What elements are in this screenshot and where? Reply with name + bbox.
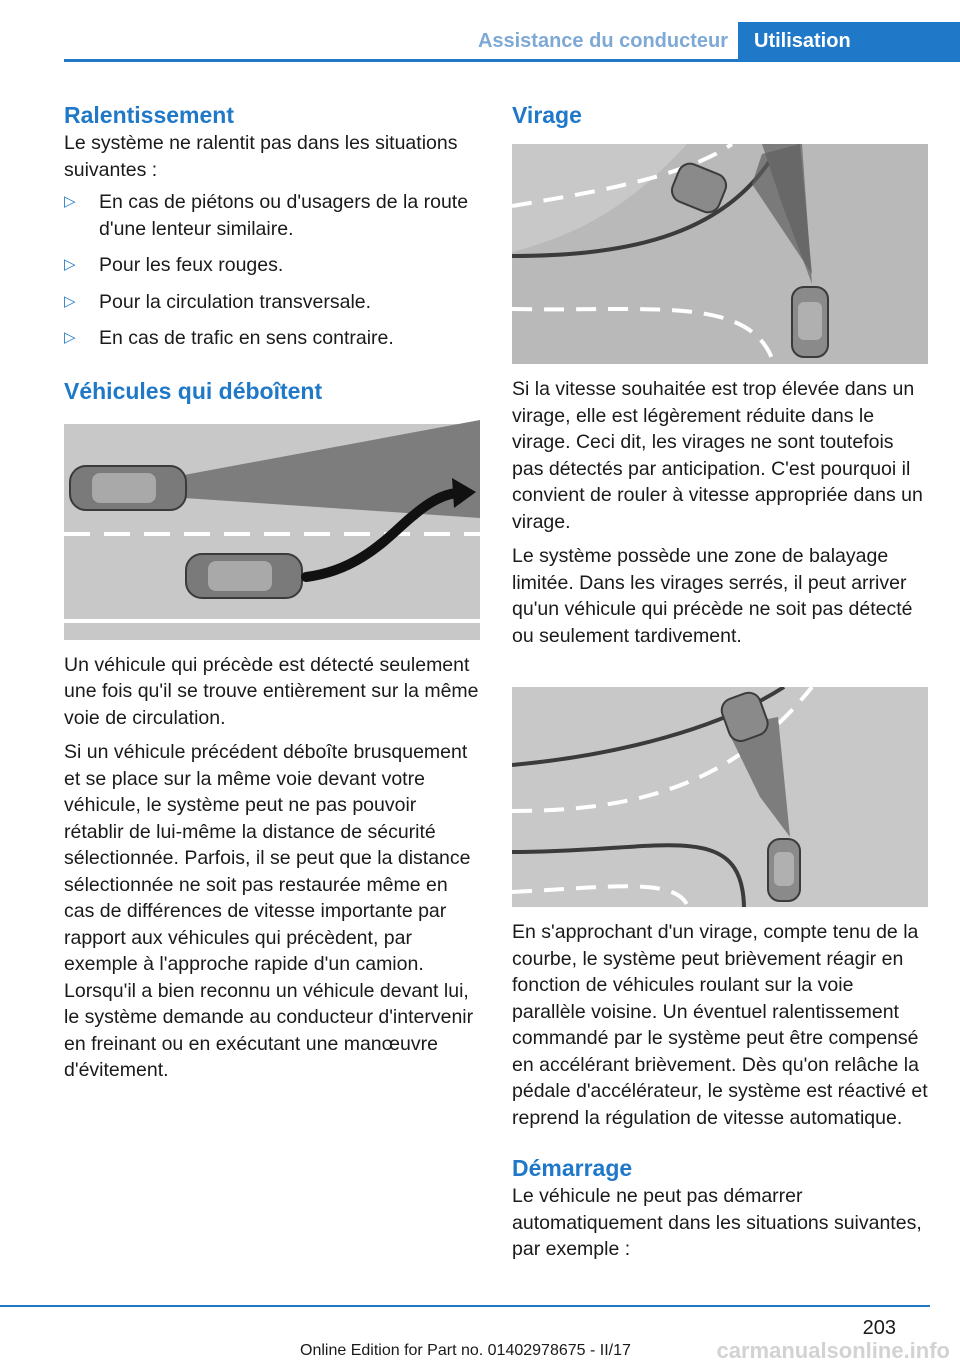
page-footer — [0, 1305, 960, 1362]
curve-illustration-2 — [512, 687, 928, 907]
curve-paragraph-3: En s'approchant d'un virage, compte tenu de la courbe, le système peut brièvement réagir en fonction de véhicules roulant sur la voie parallèle voisine. Un éventuel ralentissement commandé par le système peut être compensé en accélérant brièvement. Dès qu'on relâche la pédale d'accélérateur, le système est réactivé et reprend la régulation de vitesse automatique. — [512, 921, 928, 1129]
demarrage-paragraph: Le véhicule ne peut pas démarrer automatiquement dans les situations suivantes, par exemple : — [512, 1185, 922, 1260]
car-bottom — [792, 287, 828, 357]
list-item: ▷ Pour les feux rouges. — [64, 252, 480, 279]
heading-vehicules-deboitent: Véhicules qui déboîtent — [64, 377, 323, 404]
list-item: ▷ En cas de trafic en sens contraire. — [64, 325, 480, 352]
triangle-right-icon: ▷ — [64, 292, 76, 310]
cutin-paragraph-2: Si un véhicule précédent déboîte brusquement et se place sur la même voie devant votre véhicule, le système peut ne pas pouvoir rétablir de lui-même la distance de sécurité sélectionnée. Parfois, il se peut que la distance sélectionnée ne soit pas restaurée même en cas de différences de vitesse importante par rapport aux véhicules qui précèdent, par exemple à l'approche rapide d'un camion. Lorsqu'il a bien reconnu un véhicule devant lui, le système demande au conducteur d'intervenir en freinant ou en exécutant une manœuvre d'évitement. — [64, 741, 474, 1081]
ego-car — [186, 554, 302, 598]
list-item: ▷ Pour la circulation transversale. — [64, 289, 480, 316]
heading-virage: Virage — [512, 102, 582, 128]
triangle-right-icon: ▷ — [64, 256, 76, 273]
header-rule — [64, 59, 960, 62]
curve-illustration-1 — [512, 144, 928, 364]
left-column — [64, 100, 480, 1084]
curve-paragraph-2: Le système possède une zone de balayage limitée. Dans les virages serrés, il peut arriver qu'un véhicule qui précède ne soit pas détecté ou seulement tardivement. — [512, 545, 913, 647]
header-section-title: Assistance du conducteur — [477, 30, 728, 52]
watermark: carmanualsonline.info — [716, 1338, 950, 1362]
cut-in-illustration — [64, 420, 480, 640]
header-tab: Utilisation — [738, 22, 960, 62]
heading-demarrage: Démarrage — [512, 1155, 633, 1181]
car-bottom — [768, 839, 800, 901]
list-item: ▷ En cas de piétons ou d'usagers de la route d'une lenteur similaire. — [64, 191, 469, 240]
heading-ralentissement: Ralentissement — [64, 102, 235, 128]
cutin-paragraph-1: Un véhicule qui précède est détecté seulement une fois qu'il se trouve entièrement sur la même voie de circulation. — [64, 653, 479, 729]
ralentissement-list — [64, 189, 480, 352]
edition-note: Online Edition for Part no. 01402978675 - II/17 — [300, 1342, 631, 1359]
right-column — [512, 100, 928, 1263]
page-number: 203 — [862, 1317, 896, 1339]
footer-rule — [0, 1305, 930, 1307]
ralentissement-intro: Le système ne ralentit pas dans les situations suivantes : — [64, 132, 458, 181]
lead-car — [70, 466, 186, 510]
page-header — [64, 22, 960, 62]
triangle-right-icon: ▷ — [64, 193, 76, 210]
triangle-right-icon: ▷ — [64, 329, 76, 346]
curve-paragraph-1: Si la vitesse souhaitée est trop élevée dans un virage, elle est légèrement réduite dans le virage. Ceci dit, les virages ne sont toutefois pas détectés par anticipation. C'est pourquoi il convient de rouler à vitesse appropriée dans un virage. — [512, 378, 923, 533]
road-edge-top — [64, 420, 480, 424]
road-edge-bottom — [64, 619, 480, 623]
